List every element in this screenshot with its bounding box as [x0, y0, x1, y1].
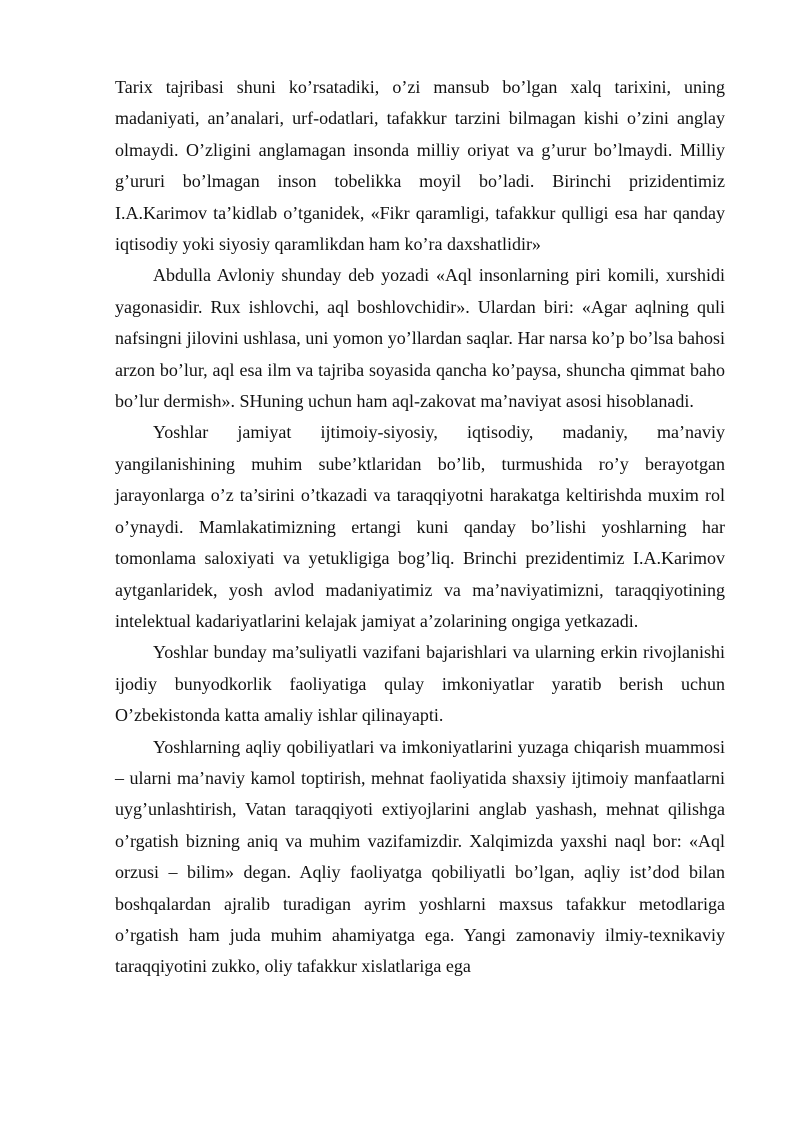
document-page — [115, 72, 725, 983]
paragraph: Yoshlar bunday ma’suliyatli vazifani bajarishlari va ularning erkin rivojlanishi ijodiy bunyodkorlik faoliyatiga qulay imkoniyatlar yaratib berish uchun O’zbekistonda katta amaliy ishlar qilinayapti. — [115, 642, 725, 726]
paragraph: Abdulla Avloniy shunday deb yozadi «Aql insonlarning piri komili, xurshidi yagonasidir. Rux ishlovchi, aql boshlovchidir». Ulardan biri: «Agar aqlning quli nafsingni jilovini ushlasa, uni yomon yo’llardan saqlar. Har narsa ko’p bo’lsa bahosi arzon bo’lur, aql esa ilm va tajriba soyasida qancha ko’paysa, shuncha qimmat baho bo’lur dermish». SHuning uchun ham aql-zakovat ma’naviyat asosi hisoblanadi. — [115, 265, 725, 412]
paragraph: Yoshlarning aqliy qobiliyatlari va imkoniyatlarini yuzaga chiqarish muammosi – ularni ma’naviy kamol toptirish, mehnat faoliyatida shaxsiy ijtimoiy manfaatlarni uyg’unlashtirish, Vatan taraqqiyoti extiyojlarini anglab yashash, mehnat qilishga o’rgatish bizning aniq va muhim vazifamizdir. Xalqimizda yaxshi naql bor: «Aql orzusi – bilim» degan. Aqliy faoliyatga qobiliyatli bo’lgan, aqliy ist’dod bilan boshqalardan ajralib turadigan ayrim yoshlarni maxsus tafakkur metodlariga o’rgatish ham juda muhim ahamiyatga ega. Yangi zamonaviy ilmiy-texnikaviy taraqqiyotini zukko, oliy tafakkur xislatlariga ega — [115, 736, 725, 977]
paragraph: Yoshlar jamiyat ijtimoiy-siyosiy, iqtisodiy, madaniy, ma’naviy yangilanishining muhim sube’ktlaridan bo’lib, turmushida ro’y berayotgan jarayonlarga o’z ta’sirini o’tkazadi va taraqqiyotni harakatga keltirishda muxim rol o’ynaydi. Mamlakatimizning ertangi kuni qanday bo’lishi yoshlarning har tomonlama saloxiyati va yetukligiga bog’liq. Brinchi prezidentimiz I.A.Karimov aytganlaridek, yosh avlod madaniyatimiz va ma’naviyatimizni, taraqqiyotining intelektual kadariyatlarini kelajak jamiyat a’zolarining ongiga yetkazadi. — [115, 422, 725, 631]
paragraph: Tarix tajribasi shuni ko’rsatadiki, o’zi mansub bo’lgan xalq tarixini, uning madaniyati, an’analari, urf-odatlari, tafakkur tarzini bilmagan kishi o’zini anglay olmaydi. O’zligini anglamagan insonda milliy oriyat va g’urur bo’lmaydi. Milliy g’ururi bo’lmagan inson tobelikka moyil bo’ladi. Birinchi prizidentimiz I.A.Karimov ta’kidlab o’tganidek, «Fikr qaramligi, tafakkur qulligi esa har qanday iqtisodiy yoki siyosiy qaramlikdan ham ko’ra daxshatlidir» — [115, 77, 725, 255]
